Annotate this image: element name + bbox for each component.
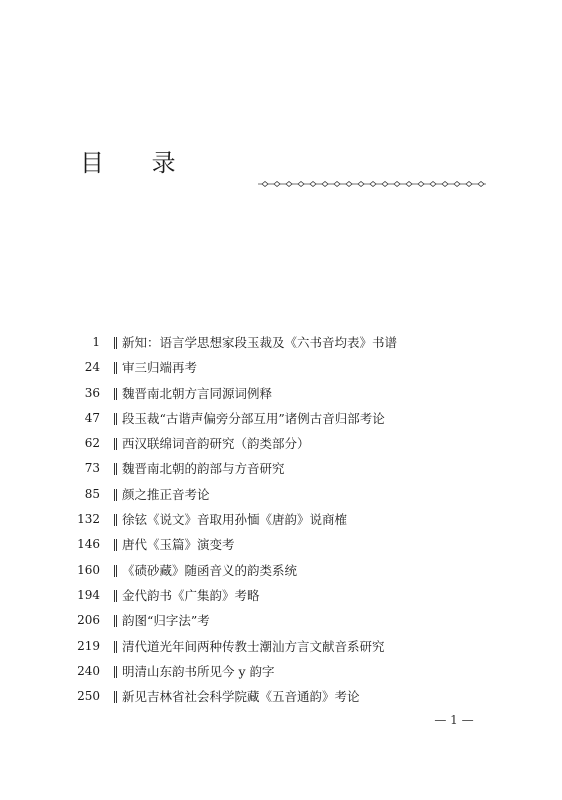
toc-page-number: 146 (77, 537, 100, 552)
toc-page-number: 62 (84, 436, 100, 451)
toc-page-number: 206 (77, 613, 100, 628)
page-title: 目 录 (80, 149, 196, 177)
toc-entry[interactable] (0, 355, 562, 380)
double-bar-marker-icon (114, 463, 117, 475)
toc-entry-title: 段玉裁“古谐声偏旁分部互用”诸例古音归部考论 (122, 410, 385, 426)
chain-link-diamond (454, 182, 460, 187)
double-bar-marker-icon (114, 666, 117, 678)
toc-page-number: 194 (77, 587, 100, 602)
toc-page-number: 47 (84, 410, 100, 425)
toc-entry-title: 明清山东韵书所见今 y 韵字 (122, 663, 275, 679)
toc-entry-title: 唐代《玉篇》演变考 (122, 537, 235, 553)
toc-entry-title: 新见吉林省社会科学院藏《五音通韵》考论 (122, 689, 360, 705)
chain-link-diamond (466, 182, 472, 187)
toc-page-number: 85 (84, 486, 100, 501)
double-bar-marker-icon (114, 615, 117, 627)
chain-link-diamond (394, 182, 400, 187)
double-bar-marker-icon (114, 337, 117, 349)
chain-link-diamond (358, 182, 364, 187)
double-bar-marker-icon (114, 388, 117, 400)
toc-entry[interactable] (0, 406, 562, 431)
toc-entry[interactable] (0, 583, 562, 608)
double-bar-marker-icon (114, 362, 117, 374)
double-bar-marker-icon (114, 514, 117, 526)
toc-page-number: 160 (77, 562, 100, 577)
toc-page-number: 36 (84, 385, 100, 400)
chain-link-diamond (310, 182, 316, 187)
toc-entry[interactable] (0, 532, 562, 557)
chain-link-diamond (298, 182, 304, 187)
toc-entry-title: 韵图“归字法”考 (122, 613, 210, 629)
toc-page-number: 240 (77, 663, 100, 678)
chain-link-diamond (346, 182, 352, 187)
page-number: — 1 — (434, 713, 474, 727)
double-bar-marker-icon (114, 539, 117, 551)
decorative-chain-rule (258, 180, 486, 188)
toc-entry[interactable] (0, 684, 562, 709)
chain-link-diamond (442, 182, 448, 187)
toc-entry-title: 徐铉《说文》音取用孙愐《唐韵》说商榷 (122, 512, 348, 528)
toc-entry[interactable] (0, 558, 562, 583)
double-bar-marker-icon (114, 590, 117, 602)
toc-entry-title: 西汉联绵词音韵研究（韵类部分） (122, 436, 310, 452)
toc-page-number: 250 (77, 689, 100, 704)
chain-link-diamond (334, 182, 340, 187)
double-bar-marker-icon (114, 565, 117, 577)
toc-entry[interactable] (0, 456, 562, 481)
toc-page-number: 1 (92, 335, 100, 349)
chain-link-diamond (478, 182, 484, 187)
toc-entry-title: 魏晋南北朝方言同源词例释 (122, 385, 273, 401)
toc-entry[interactable] (0, 431, 562, 456)
toc-entry-title: 新知：语言学思想家段玉裁及《六书音均表》书谱 (122, 335, 398, 350)
toc-entry-title: 金代韵书《广集韵》考略 (122, 587, 260, 603)
double-bar-marker-icon (114, 691, 117, 703)
chain-link-diamond (286, 182, 292, 187)
toc-page-number: 219 (77, 638, 100, 653)
chain-link-diamond (370, 182, 376, 187)
toc-entry[interactable] (0, 381, 562, 406)
chain-link-diamond (322, 182, 328, 187)
toc-entry[interactable] (0, 507, 562, 532)
toc-entry[interactable] (0, 608, 562, 633)
toc-page-number: 132 (77, 512, 100, 527)
toc-page-number: 24 (84, 360, 100, 375)
toc-entry[interactable] (0, 482, 562, 507)
chain-link-diamond (430, 182, 436, 187)
toc-entry-title: 魏晋南北朝的韵部与方音研究 (122, 461, 285, 477)
double-bar-marker-icon (114, 438, 117, 450)
toc-entry[interactable] (0, 659, 562, 684)
chain-link-diamond (262, 182, 268, 187)
double-bar-marker-icon (114, 489, 117, 501)
chain-link-diamond (274, 182, 280, 187)
double-bar-marker-icon (114, 413, 117, 425)
chain-link-diamond (418, 182, 424, 187)
toc-entry-title: 审三归端再考 (122, 360, 198, 376)
table-of-contents (0, 330, 562, 709)
double-bar-marker-icon (114, 641, 117, 653)
toc-entry-title: 颜之推正音考论 (122, 486, 210, 502)
toc-entry-title: 《碛砂藏》随函音义的韵类系统 (122, 562, 298, 578)
toc-entry[interactable] (0, 330, 562, 355)
chain-link-diamond (406, 182, 412, 187)
toc-entry-title: 清代道光年间两种传教士潮汕方言文献音系研究 (122, 638, 385, 654)
toc-entry[interactable] (0, 634, 562, 659)
toc-page-number: 73 (84, 461, 100, 476)
chain-link-diamond (382, 182, 388, 187)
